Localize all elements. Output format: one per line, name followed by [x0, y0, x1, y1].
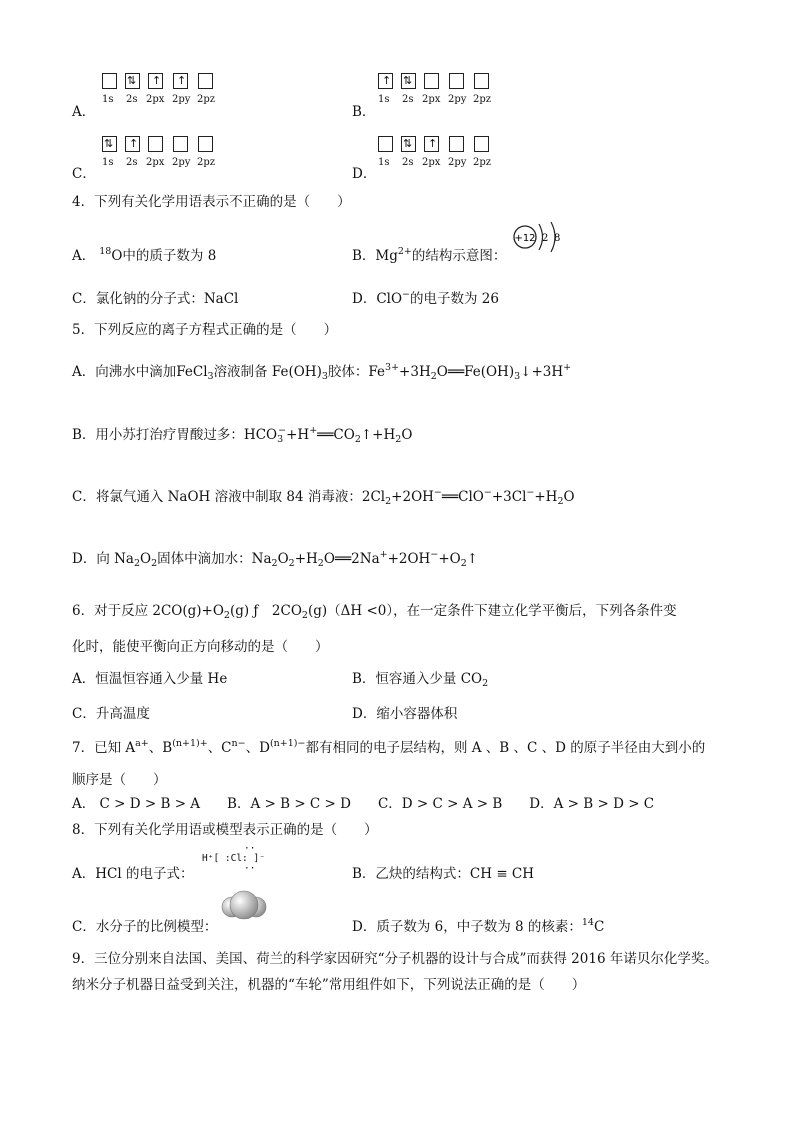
- q7-stem-line2: 顺序是（ ）: [72, 772, 167, 788]
- q4-option-d: D．ClO−的电子数为 26: [352, 289, 499, 307]
- q9-stem-line1: 9．三位分别来自法国、美国、荷兰的科学家因研究“分子机器的设计与合成”而获得 2016 年诺贝尔化学奖。: [72, 951, 718, 967]
- up-arrow-icon: ↑: [152, 74, 162, 87]
- orbital-labels: 1s 2s 2px 2py 2pz: [102, 157, 216, 168]
- q4-option-a: [72, 244, 216, 264]
- orbital-box: [173, 136, 188, 152]
- orbital-box: [102, 73, 117, 89]
- option-letter: B．: [352, 248, 376, 264]
- orbital-box: [449, 73, 464, 89]
- orbital-box: [401, 136, 416, 152]
- option-letter: D．: [352, 166, 377, 182]
- q4-option-b: B．$Mg^{2+}$的结构示意图：: [352, 246, 507, 264]
- q8-option-c: C．水分子的比例模型：: [72, 919, 218, 935]
- up-arrow-icon: ↑: [382, 74, 392, 87]
- q6-option-a: A．恒温恒容通入少量 He: [72, 671, 228, 687]
- orbital-diagram: [102, 73, 222, 107]
- option-letter: C．: [72, 166, 96, 182]
- q4-option-c: C．氯化钠的分子式：NaCl: [72, 291, 239, 307]
- q8-option-a: A．HCl 的电子式：: [72, 866, 194, 882]
- hcl-electron-formula: ·· H⁺[ :Cl: ]⁻ ··: [202, 843, 265, 874]
- up-down-arrow-icon: ⇅: [104, 137, 114, 150]
- q7-options: A． C > D > B > A B．A > B > C > D C．D > C > A > B D．A > B > D > C: [72, 796, 655, 812]
- mass-number: 18: [99, 246, 112, 257]
- q6-stem-line2: 化时，能使平衡向正方向移动的是（ ）: [72, 639, 329, 655]
- q5-option-a: A．向沸水中滴加FeCl$_3$溶液制备 $Fe(OH)_3$胶体：$Fe^{3+}+3H_2O══Fe(OH)_3↓+3H^+$: [72, 362, 572, 382]
- orbital-box: [424, 136, 439, 152]
- q9-stem-line2: 纳米分子机器日益受到关注，机器的“车轮”常用组件如下，下列说法正确的是（ ）: [72, 977, 586, 993]
- q8-stem: 8．下列有关化学用语或模型表示正确的是（ ）: [72, 822, 378, 838]
- orbital-box: [378, 136, 393, 152]
- orbital-diagram: [378, 73, 498, 107]
- q6-stem-line1: 6．对于反应 $2CO(g)+O_2(g)$ ƒ $2CO_2(g)(\Delta H <0)$，在一定条件下建立化学平衡后，下列各条件变: [72, 603, 677, 621]
- orbital-box: [148, 73, 163, 89]
- water-space-filling-model: [220, 890, 268, 922]
- q6-option-b: B．恒容通入少量 $CO_2$: [352, 671, 489, 689]
- orbital-box: [474, 73, 489, 89]
- orbital-labels: 1s 2s 2px 2py 2pz: [378, 94, 492, 105]
- q5-stem: 5．下列反应的离子方程式正确的是（ ）: [72, 322, 338, 338]
- orbital-box: [449, 136, 464, 152]
- q5-option-d: D．向 $Na_2O_2$固体中滴加水：$Na_2O_2+H_2O══2Na^++2OH^-+O_2↑$: [72, 549, 479, 569]
- shell-electrons: 2: [542, 233, 549, 244]
- orbital-box: [125, 73, 140, 89]
- orbital-box: [474, 136, 489, 152]
- orbital-box: [198, 136, 213, 152]
- orbital-labels: 1s 2s 2px 2py 2pz: [102, 94, 216, 105]
- up-arrow-icon: ↑: [177, 74, 187, 87]
- orbital-labels: 1s 2s 2px 2py 2pz: [378, 157, 492, 168]
- q8-option-d: D．质子数为 6，中子数为 8 的核素：$^{14}$C: [352, 917, 605, 935]
- up-arrow-icon: ↑: [428, 137, 438, 150]
- q6-option-d: D．缩小容器体积: [352, 706, 458, 722]
- q5-option-c: C．将氯气通入 NaOH 溶液中制取 84 消毒液：$2Cl_2+2OH^-══ClO^-+3Cl^-+H_2O$: [72, 487, 575, 507]
- orbital-diagram: [102, 136, 222, 170]
- q5-option-b: B．用小苏打治疗胃酸过多：$HCO_3^-+H^+══CO_2↑+H_2O$: [72, 425, 413, 445]
- q8-option-b: B．乙炔的结构式：CH ≡ CH: [352, 866, 535, 882]
- orbital-box: [401, 73, 416, 89]
- orbital-diagram: [378, 136, 498, 170]
- option-letter: A．: [72, 248, 96, 264]
- option-letter: A．: [72, 104, 96, 120]
- q4-stem: 4．下列有关化学用语表示不正确的是（ ）: [72, 194, 351, 210]
- up-down-arrow-icon: ⇅: [403, 74, 413, 87]
- q6-option-c: C．升高温度: [72, 706, 150, 722]
- orbital-box: [424, 73, 439, 89]
- orbital-box: [378, 73, 393, 89]
- orbital-box: [102, 136, 117, 152]
- shell-electrons: 8: [554, 233, 561, 244]
- up-down-arrow-icon: ⇅: [127, 74, 137, 87]
- q7-stem-line1: 7．已知 $A^{a+}$、$B^{(n+1)+}$、$C^{n-}$、$D^{(n+1)-}$都有相同的电子层结构，则 A 、B 、C 、D 的原子半径由大到小的: [72, 738, 706, 756]
- mg-ion-structure-diagram: [510, 220, 572, 260]
- option-letter: B．: [352, 104, 376, 120]
- up-arrow-icon: ↑: [129, 137, 139, 150]
- orbital-box: [198, 73, 213, 89]
- orbital-box: [125, 136, 140, 152]
- orbital-box: [148, 136, 163, 152]
- up-down-arrow-icon: ⇅: [403, 137, 413, 150]
- option-text: O中的质子数为 8: [111, 248, 217, 264]
- nucleus-label: +12: [514, 233, 536, 244]
- orbital-box: [173, 73, 188, 89]
